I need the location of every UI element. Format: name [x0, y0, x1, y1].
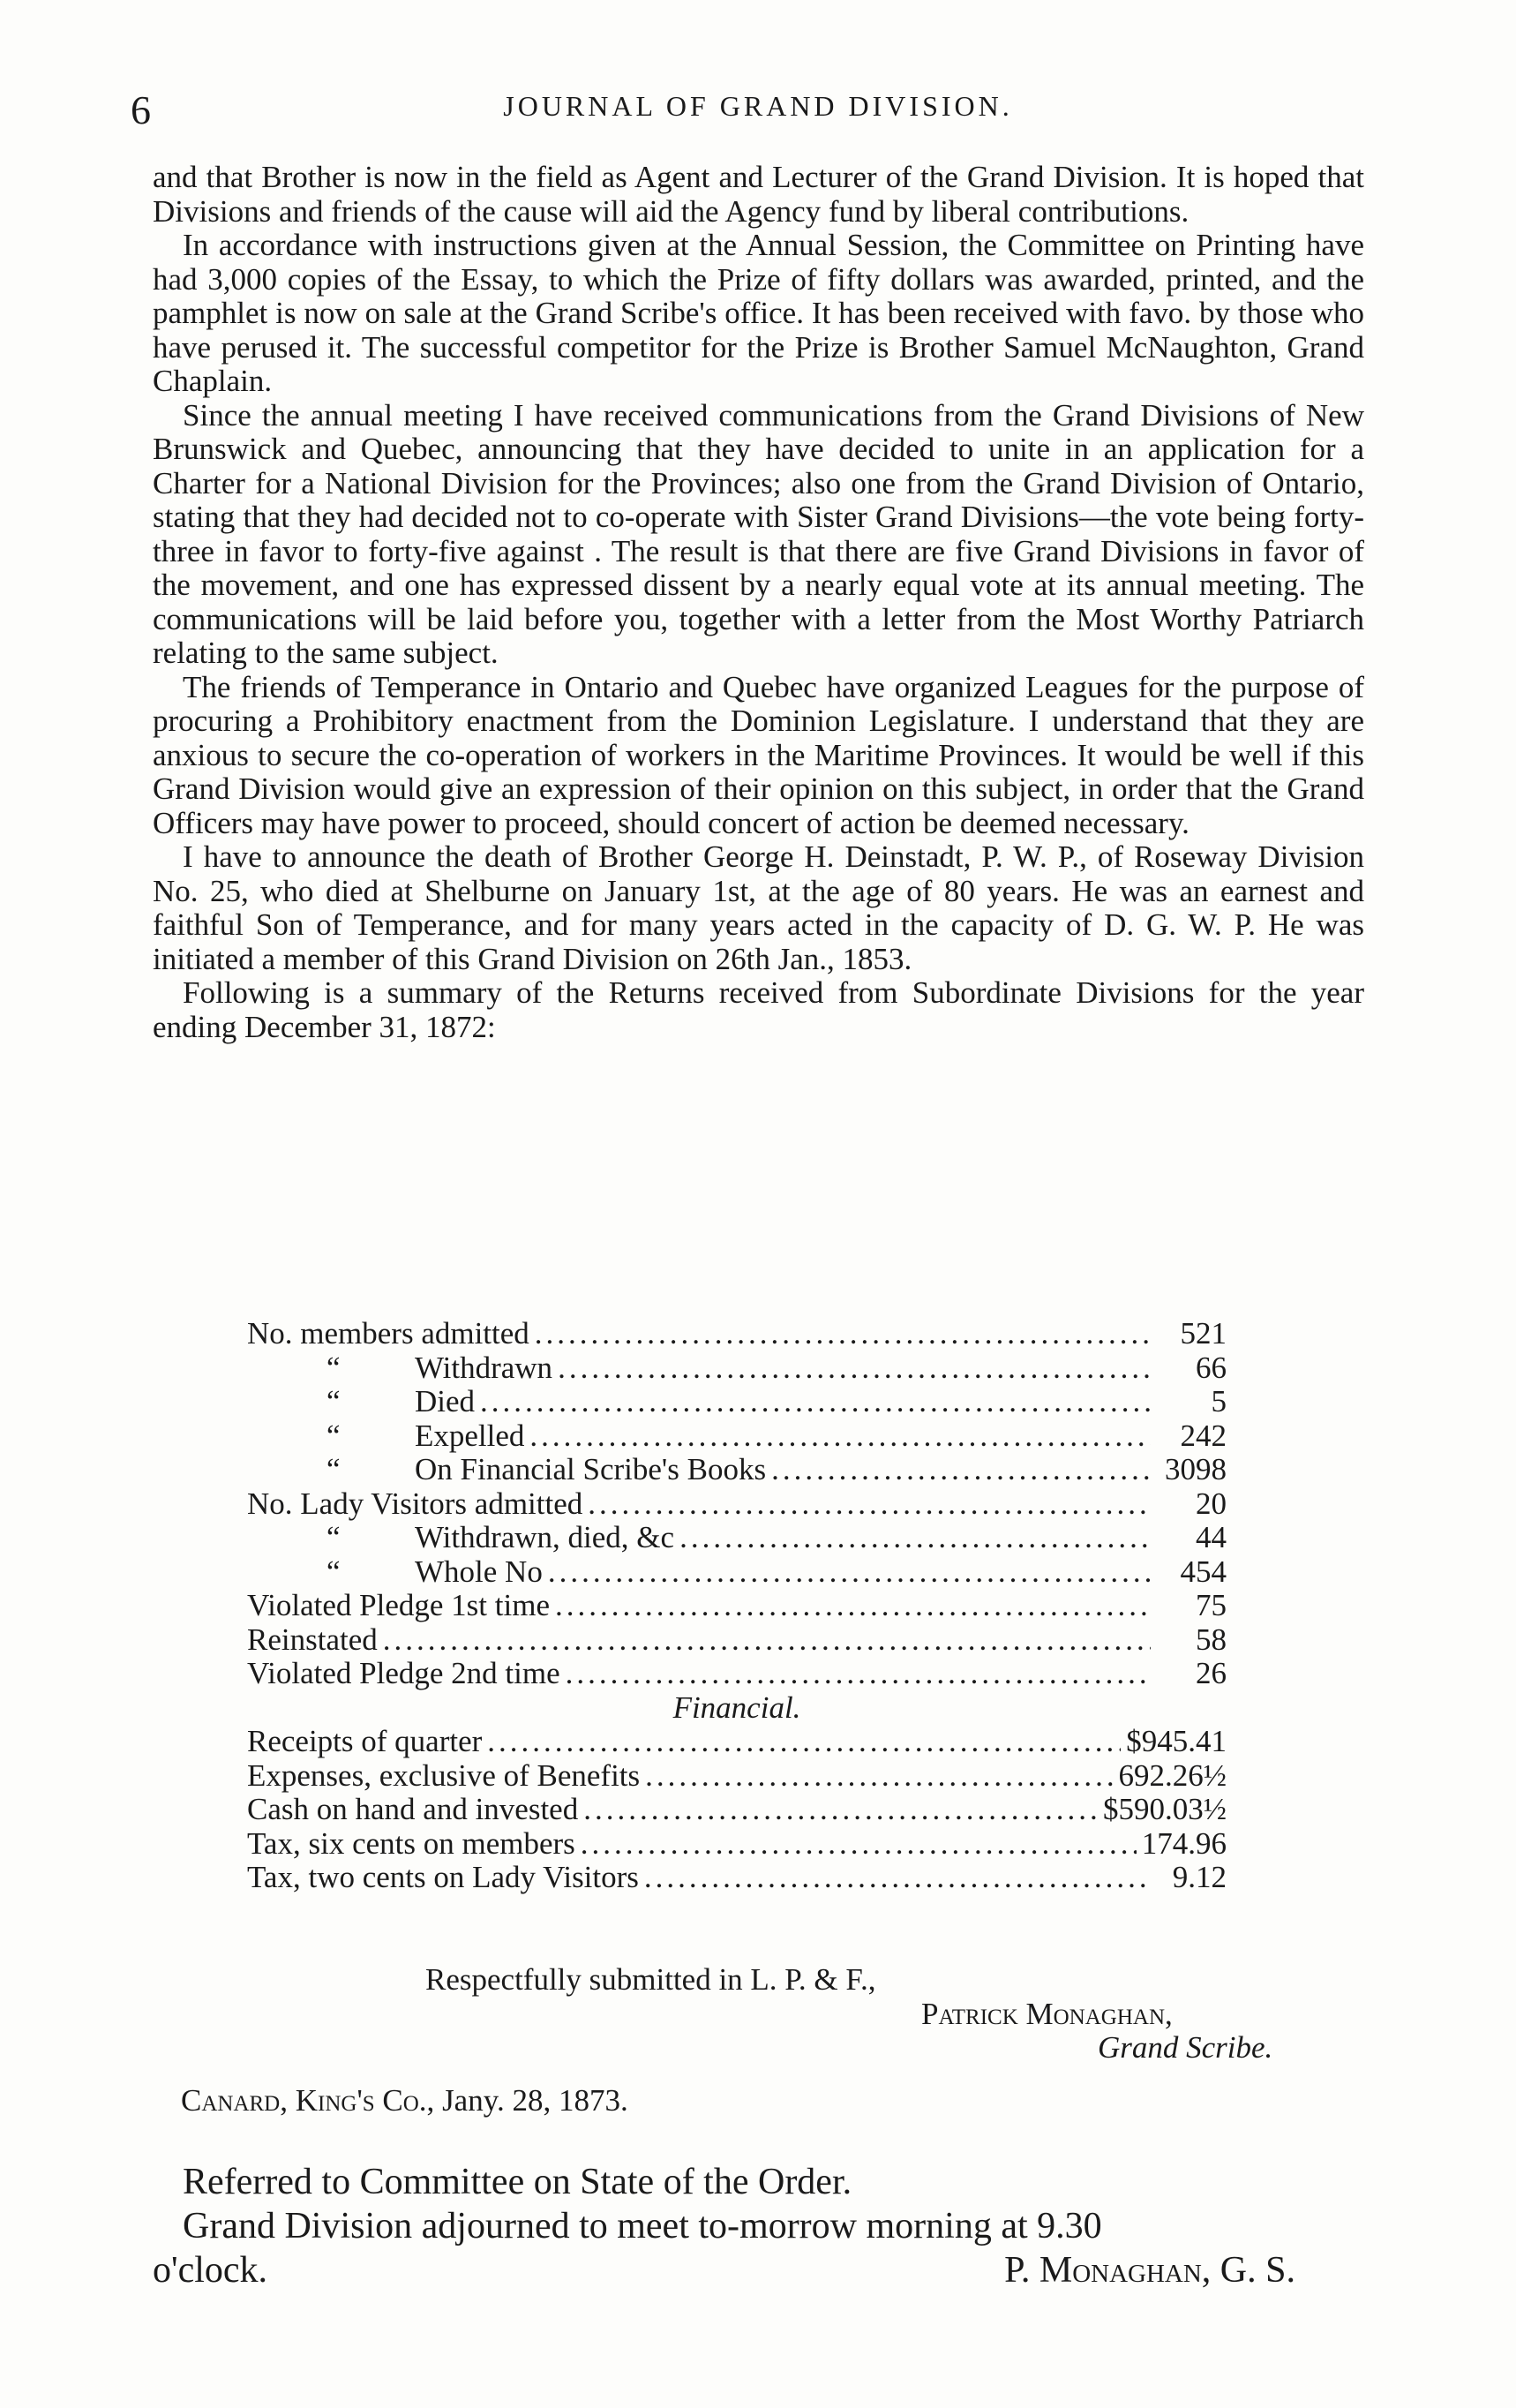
- report-body: [153, 161, 1364, 1044]
- financial-row: [247, 1827, 1227, 1862]
- place-date: [181, 2083, 628, 2118]
- ditto-mark: “: [326, 1554, 341, 1589]
- dot-leader: [487, 1725, 1121, 1759]
- returns-value: 3098: [1165, 1452, 1227, 1486]
- page-number: 6: [131, 87, 151, 132]
- returns-value: 44: [1196, 1520, 1227, 1554]
- returns-row: [247, 1555, 1227, 1590]
- financial-heading: Financial.: [672, 1689, 801, 1725]
- returns-row: [247, 1521, 1227, 1555]
- running-title: JOURNAL OF GRAND DIVISION.: [503, 90, 1013, 122]
- dot-leader: [588, 1487, 1151, 1522]
- dot-leader: [383, 1623, 1151, 1658]
- returns-label: Reinstated: [247, 1622, 378, 1657]
- returns-row: [247, 1657, 1227, 1691]
- returns-label: Died: [415, 1384, 476, 1418]
- financial-label: Cash on hand and invested: [247, 1792, 579, 1826]
- paragraph-national-division: Since the annual meeting I have received communications from the Grand Divisions of New Brunswick and Quebec, announcing that they have decided to unite in an application for a Charter for a National Division for the Provinces; also one from the Grand Division of Ontario, stating that they had decided not to co-operate with Sister Grand Divisions—the vote being forty-three in favor to forty-five against . The result is that there are five Grand Divisions in favor of the movement, and one has expressed dissent by a nearly equal vote at its annual meeting. The communications will be laid before you, together with a letter from the Most Worthy Patriarch relating to the same subject.: [153, 397, 1364, 670]
- dot-leader: [555, 1589, 1151, 1623]
- paragraph-agent: and that Brother is now in the field as Agent and Lecturer of the Grand Division. It is hoped that Divisions and friends of the cause will aid the Agency fund by liberal contributions.: [153, 160, 1364, 229]
- dot-leader: [583, 1793, 1098, 1827]
- paragraph-death-notice: I have to announce the death of Brother George H. Deinstadt, P. W. P., of Roseway Division No. 25, who died at Shelburne on January 1st, at the age of 80 years. He was an earnest and faithful Son of Temperance, and for many years acted in the capacity of D. G. W. P. He was initiated a member of this Grand Division on 26th Jan., 1853.: [153, 839, 1364, 976]
- adjourned-line-end: [153, 2249, 1364, 2291]
- returns-row: [247, 1623, 1227, 1658]
- dot-leader: [566, 1657, 1151, 1691]
- financial-value: $590.03½: [1103, 1792, 1227, 1826]
- returns-row: [247, 1419, 1227, 1454]
- financial-label: Tax, two cents on Lady Visitors: [247, 1860, 639, 1894]
- returns-label: Withdrawn: [415, 1350, 553, 1385]
- returns-label: Violated Pledge 1st time: [247, 1588, 550, 1622]
- financial-row: [247, 1793, 1227, 1827]
- report-date: Jany. 28, 1873.: [442, 2083, 628, 2118]
- ditto-mark: “: [326, 1418, 341, 1453]
- ditto-mark: “: [326, 1350, 341, 1385]
- ditto-mark: “: [326, 1452, 341, 1486]
- returns-row: [247, 1589, 1227, 1623]
- adjourned-line-2: o'clock.: [153, 2250, 268, 2291]
- returns-label: No. Lady Visitors admitted: [247, 1486, 583, 1521]
- returns-value: 454: [1180, 1554, 1227, 1589]
- returns-label: On Financial Scribe's Books: [415, 1452, 767, 1486]
- adjourned-line: Grand Division adjourned to meet to-morrow morning at 9.30: [183, 2206, 1102, 2246]
- returns-value: 58: [1196, 1622, 1227, 1657]
- returns-label: Expelled: [415, 1418, 525, 1453]
- returns-label: Violated Pledge 2nd time: [247, 1656, 560, 1690]
- returns-row: [247, 1351, 1227, 1386]
- referred-line: Referred to Committee on State of the Order.: [183, 2162, 852, 2202]
- financial-row: [247, 1759, 1227, 1794]
- place-name: Canard, King's Co.,: [181, 2083, 435, 2118]
- paragraph-summary-intro: Following is a summary of the Returns received from Subordinate Divisions for the year ending December 31, 1872:: [153, 975, 1364, 1044]
- paragraph-essay: In accordance with instructions given at the Annual Session, the Committee on Printing have had 3,000 copies of the Essay, to which the Prize of fifty dollars was awarded, printed, and the pamphlet is now on sale at the Grand Scribe's office. It has been received with favo. by those who have perused it. The successful competitor for the Prize is Brother Samuel McNaughton, Grand Chaplain.: [153, 228, 1364, 398]
- returns-value: 26: [1196, 1656, 1227, 1690]
- returns-value: 20: [1196, 1486, 1227, 1521]
- financial-row: [247, 1861, 1227, 1895]
- dot-leader: [480, 1385, 1151, 1419]
- ditto-mark: “: [326, 1520, 341, 1554]
- returns-value: 521: [1180, 1316, 1227, 1351]
- page-header: [0, 87, 1516, 139]
- financial-label: Tax, six cents on members: [247, 1825, 575, 1861]
- returns-label: Withdrawn, died, &c: [415, 1520, 675, 1554]
- financial-label: Expenses, exclusive of Benefits: [247, 1757, 641, 1793]
- financial-row: [247, 1725, 1227, 1759]
- respectfully-submitted: Respectfully submitted in L. P. & F.,: [425, 1962, 876, 1997]
- signer-title: Grand Scribe.: [1098, 2030, 1273, 2065]
- financial-value: 174.96: [1141, 1825, 1227, 1861]
- returns-row: [247, 1317, 1227, 1351]
- returns-summary: [247, 1317, 1227, 1895]
- returns-row: [247, 1453, 1227, 1487]
- financial-label: Receipts of quarter: [247, 1724, 483, 1758]
- returns-row: [247, 1385, 1227, 1419]
- ditto-mark: “: [326, 1384, 341, 1418]
- returns-value: 242: [1180, 1418, 1227, 1453]
- minutes-signature: P. Monaghan, G. S.: [1004, 2250, 1295, 2291]
- dot-leader: [581, 1827, 1137, 1862]
- dot-leader: [644, 1861, 1151, 1895]
- financial-value: 9.12: [1172, 1860, 1227, 1894]
- returns-label: No. members admitted: [247, 1316, 529, 1351]
- dot-leader: [771, 1453, 1151, 1487]
- dot-leader: [548, 1555, 1151, 1590]
- dot-leader: [529, 1419, 1151, 1454]
- returns-row: [247, 1487, 1227, 1522]
- signer-name: Patrick Monaghan,: [921, 1997, 1173, 2031]
- dot-leader: [645, 1759, 1113, 1794]
- dot-leader: [679, 1521, 1151, 1555]
- paragraph-leagues: The friends of Temperance in Ontario and Quebec have organized Leagues for the purpose of procuring a Prohibitory enactment from the Dominion Legislature. I understand that they are anxious to secure the co-operation of workers in the Maritime Provinces. It would be well if this Grand Division would give an expression of their opinion on this subject, in order that the Grand Officers may have power to proceed, should concert of action be deemed necessary.: [153, 669, 1364, 840]
- dot-leader: [535, 1317, 1151, 1351]
- returns-label: Whole No: [415, 1554, 543, 1589]
- returns-value: 66: [1196, 1350, 1227, 1385]
- financial-value: 692.26½: [1118, 1757, 1227, 1793]
- returns-value: 5: [1211, 1384, 1227, 1418]
- dot-leader: [558, 1351, 1151, 1386]
- financial-value: $945.41: [1126, 1724, 1227, 1758]
- returns-value: 75: [1196, 1588, 1227, 1622]
